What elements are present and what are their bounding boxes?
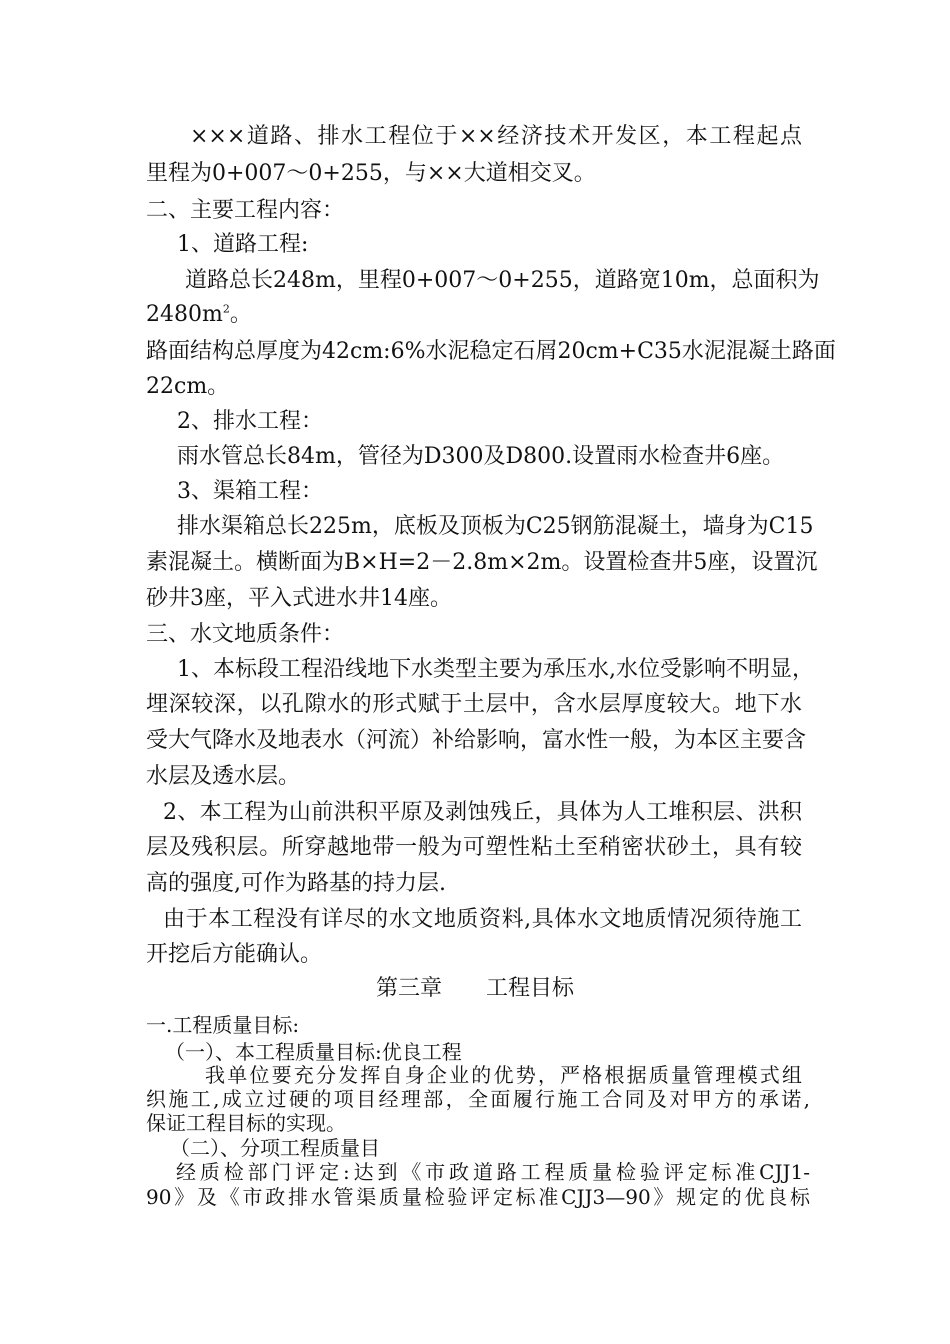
road-area-end: 。 — [229, 302, 252, 327]
hydro-p2-line-1: 2、本工程为山前洪积平原及剥蚀残丘，具体为人工堆积层、洪积 — [163, 800, 802, 825]
culvert-line-3: 砂井3座，平入式进水井14座。 — [146, 586, 452, 611]
quality-para-1-line-3: 保证工程目标的实现。 — [146, 1111, 346, 1135]
hydro-p1-line-3: 受大气降水及地表水（河流）补给影响，富水性一般，为本区主要含 — [146, 728, 807, 753]
sub-heading-culvert: 3、渠箱工程： — [177, 479, 323, 504]
hydro-p1-line-1: 1、本标段工程沿线地下水类型主要为承压水,水位受影响不明显， — [177, 657, 814, 682]
road-area-value: 2480m — [146, 302, 223, 327]
sub-heading-road: 1、道路工程: — [177, 232, 309, 257]
section-heading-main-content: 二、主要工程内容： — [146, 198, 345, 223]
quality-para-1-line-2: 织施工,成立过硬的项目经理部，全面履行施工合同及对甲方的承诺, — [146, 1087, 810, 1111]
culvert-line-2: 素混凝土。横断面为B×H=2－2.8m×2m。设置检查井5座，设置沉 — [146, 550, 818, 575]
hydro-p3-line-1: 由于本工程没有详尽的水文地质资料,具体水文地质情况须待施工 — [163, 907, 802, 932]
road-area-superscript: 2 — [222, 302, 230, 316]
hydro-p2-line-2: 层及残积层。所穿越地带一般为可塑性粘土至稍密状砂土，具有较 — [146, 835, 802, 860]
road-line-4: 22cm。 — [146, 374, 230, 399]
sub-heading-drainage: 2、排水工程： — [177, 409, 323, 434]
quality-goal-sub-2: （二）、分项工程质量目 — [170, 1136, 380, 1160]
quality-para-2-line-2: 90》及《市政排水管渠质量检验评定标准CJJ3—90》规定的优良标 — [146, 1185, 810, 1209]
hydro-p2-line-3: 高的强度,可作为路基的持力层. — [146, 871, 446, 896]
road-line-1: 道路总长248m，里程0+007～0+255，道路宽10m，总面积为 — [185, 268, 820, 293]
road-line-3: 路面结构总厚度为42cm:6%水泥稳定石屑20cm+C35水泥混凝土路面 — [146, 339, 836, 364]
quality-para-1-line-1: 我单位要充分发挥自身企业的优势，严格根据质量管理模式组 — [205, 1063, 802, 1087]
intro-line-2: 里程为0+007～0+255，与××大道相交叉。 — [146, 161, 596, 186]
hydro-p1-line-2: 埋深较深，以孔隙水的形式赋于土层中，含水层厚度较大。地下水 — [146, 692, 802, 717]
quality-goal-sub-1: （一）、本工程质量目标:优良工程 — [165, 1040, 462, 1064]
quality-goal-heading: 一.工程质量目标: — [146, 1013, 300, 1037]
drainage-line-1: 雨水管总长84m，管径为D300及D800.设置雨水检查井6座。 — [177, 444, 785, 469]
road-line-2 — [146, 302, 252, 328]
hydro-p3-line-2: 开挖后方能确认。 — [146, 942, 323, 967]
intro-line-1: ×××道路、排水工程位于××经济技术开发区，本工程起点 — [190, 124, 802, 149]
quality-para-2-line-1: 经质检部门评定:达到《市政道路工程质量检验评定标准CJJ1- — [176, 1160, 810, 1184]
hydro-p1-line-4: 水层及透水层。 — [146, 764, 301, 789]
culvert-line-1: 排水渠箱总长225m，底板及顶板为C25钢筋混凝土，墙身为C15 — [177, 514, 814, 539]
chapter-title: 第三章 工程目标 — [375, 976, 574, 1001]
section-heading-hydrogeology: 三、水文地质条件： — [146, 622, 345, 647]
